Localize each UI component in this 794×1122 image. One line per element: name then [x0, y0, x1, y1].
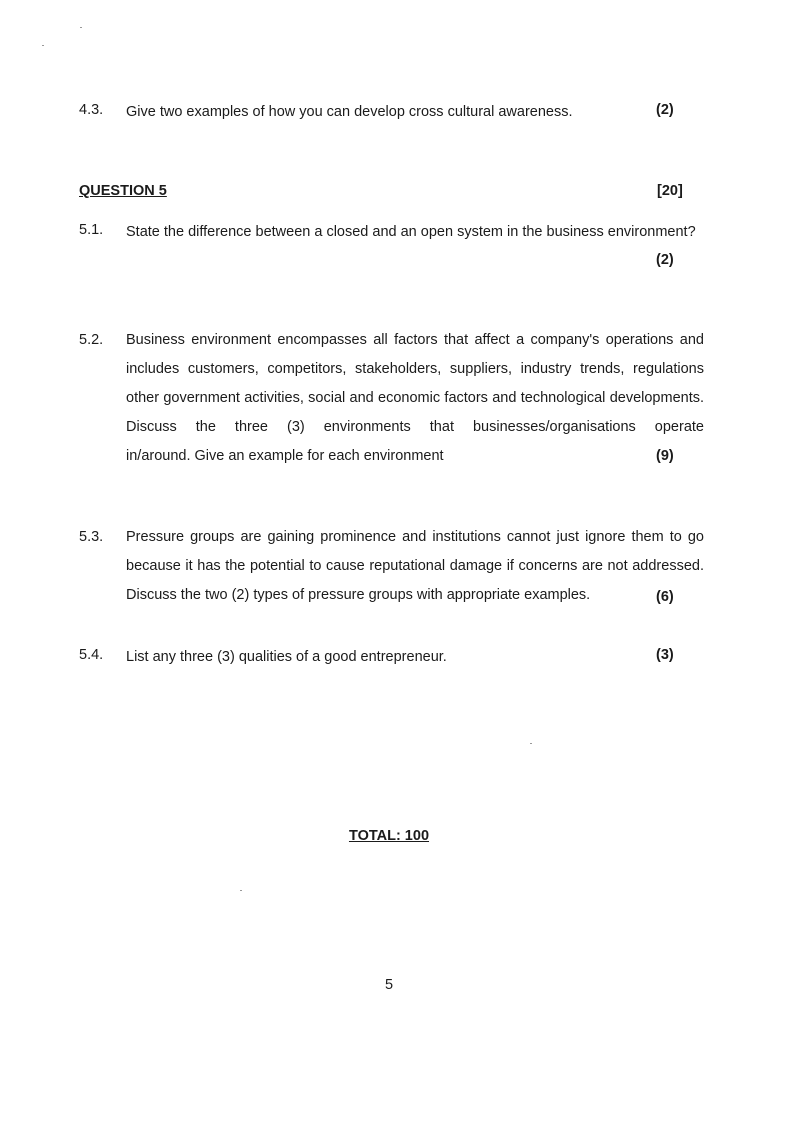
- question-marks: (9): [656, 448, 674, 464]
- page-number: 5: [384, 977, 394, 993]
- question-text: Give two examples of how you can develop cross cultural awareness.: [126, 104, 573, 120]
- section-marks: [20]: [657, 183, 683, 199]
- question-number: 5.4.: [79, 647, 104, 663]
- question-marks: (3): [656, 647, 674, 663]
- scan-speck: [80, 27, 82, 28]
- question-text-body: Business environment encompasses all factors that affect a company's operations and includes customers, competitors, stakeholders, suppliers, industry trends, regulations other government activities, social and economic factors and technological developments. Discuss the three (3) environments that businesses/organisations operate: [126, 332, 704, 435]
- question-text-last-line: in/around. Give an example for each environment: [126, 448, 444, 464]
- total-marks: TOTAL: 100: [348, 828, 430, 844]
- question-marks: (2): [656, 252, 674, 268]
- question-number: 5.1.: [79, 222, 104, 238]
- section-title: QUESTION 5: [79, 183, 167, 199]
- question-text: [126, 326, 704, 471]
- question-number: 4.3.: [79, 102, 104, 118]
- question-text-last-line: Discuss the two (2) types of pressure groups with appropriate examples.: [126, 587, 591, 603]
- question-text: State the difference between a closed and an open system in the business environment?: [126, 224, 696, 240]
- scan-speck: [240, 890, 242, 891]
- question-marks: (2): [656, 102, 674, 118]
- question-number: 5.3.: [79, 529, 104, 545]
- question-marks: (6): [656, 589, 674, 605]
- question-number: 5.2.: [79, 332, 104, 348]
- question-text: List any three (3) qualities of a good entrepreneur.: [126, 649, 447, 665]
- scan-speck: [42, 45, 44, 46]
- question-text-body: Pressure groups are gaining prominence and institutions cannot just ignore them to go because it has the potential to cause reputational damage if concerns are not addressed.: [126, 529, 704, 574]
- scan-speck: [530, 743, 532, 744]
- question-text: [126, 523, 704, 610]
